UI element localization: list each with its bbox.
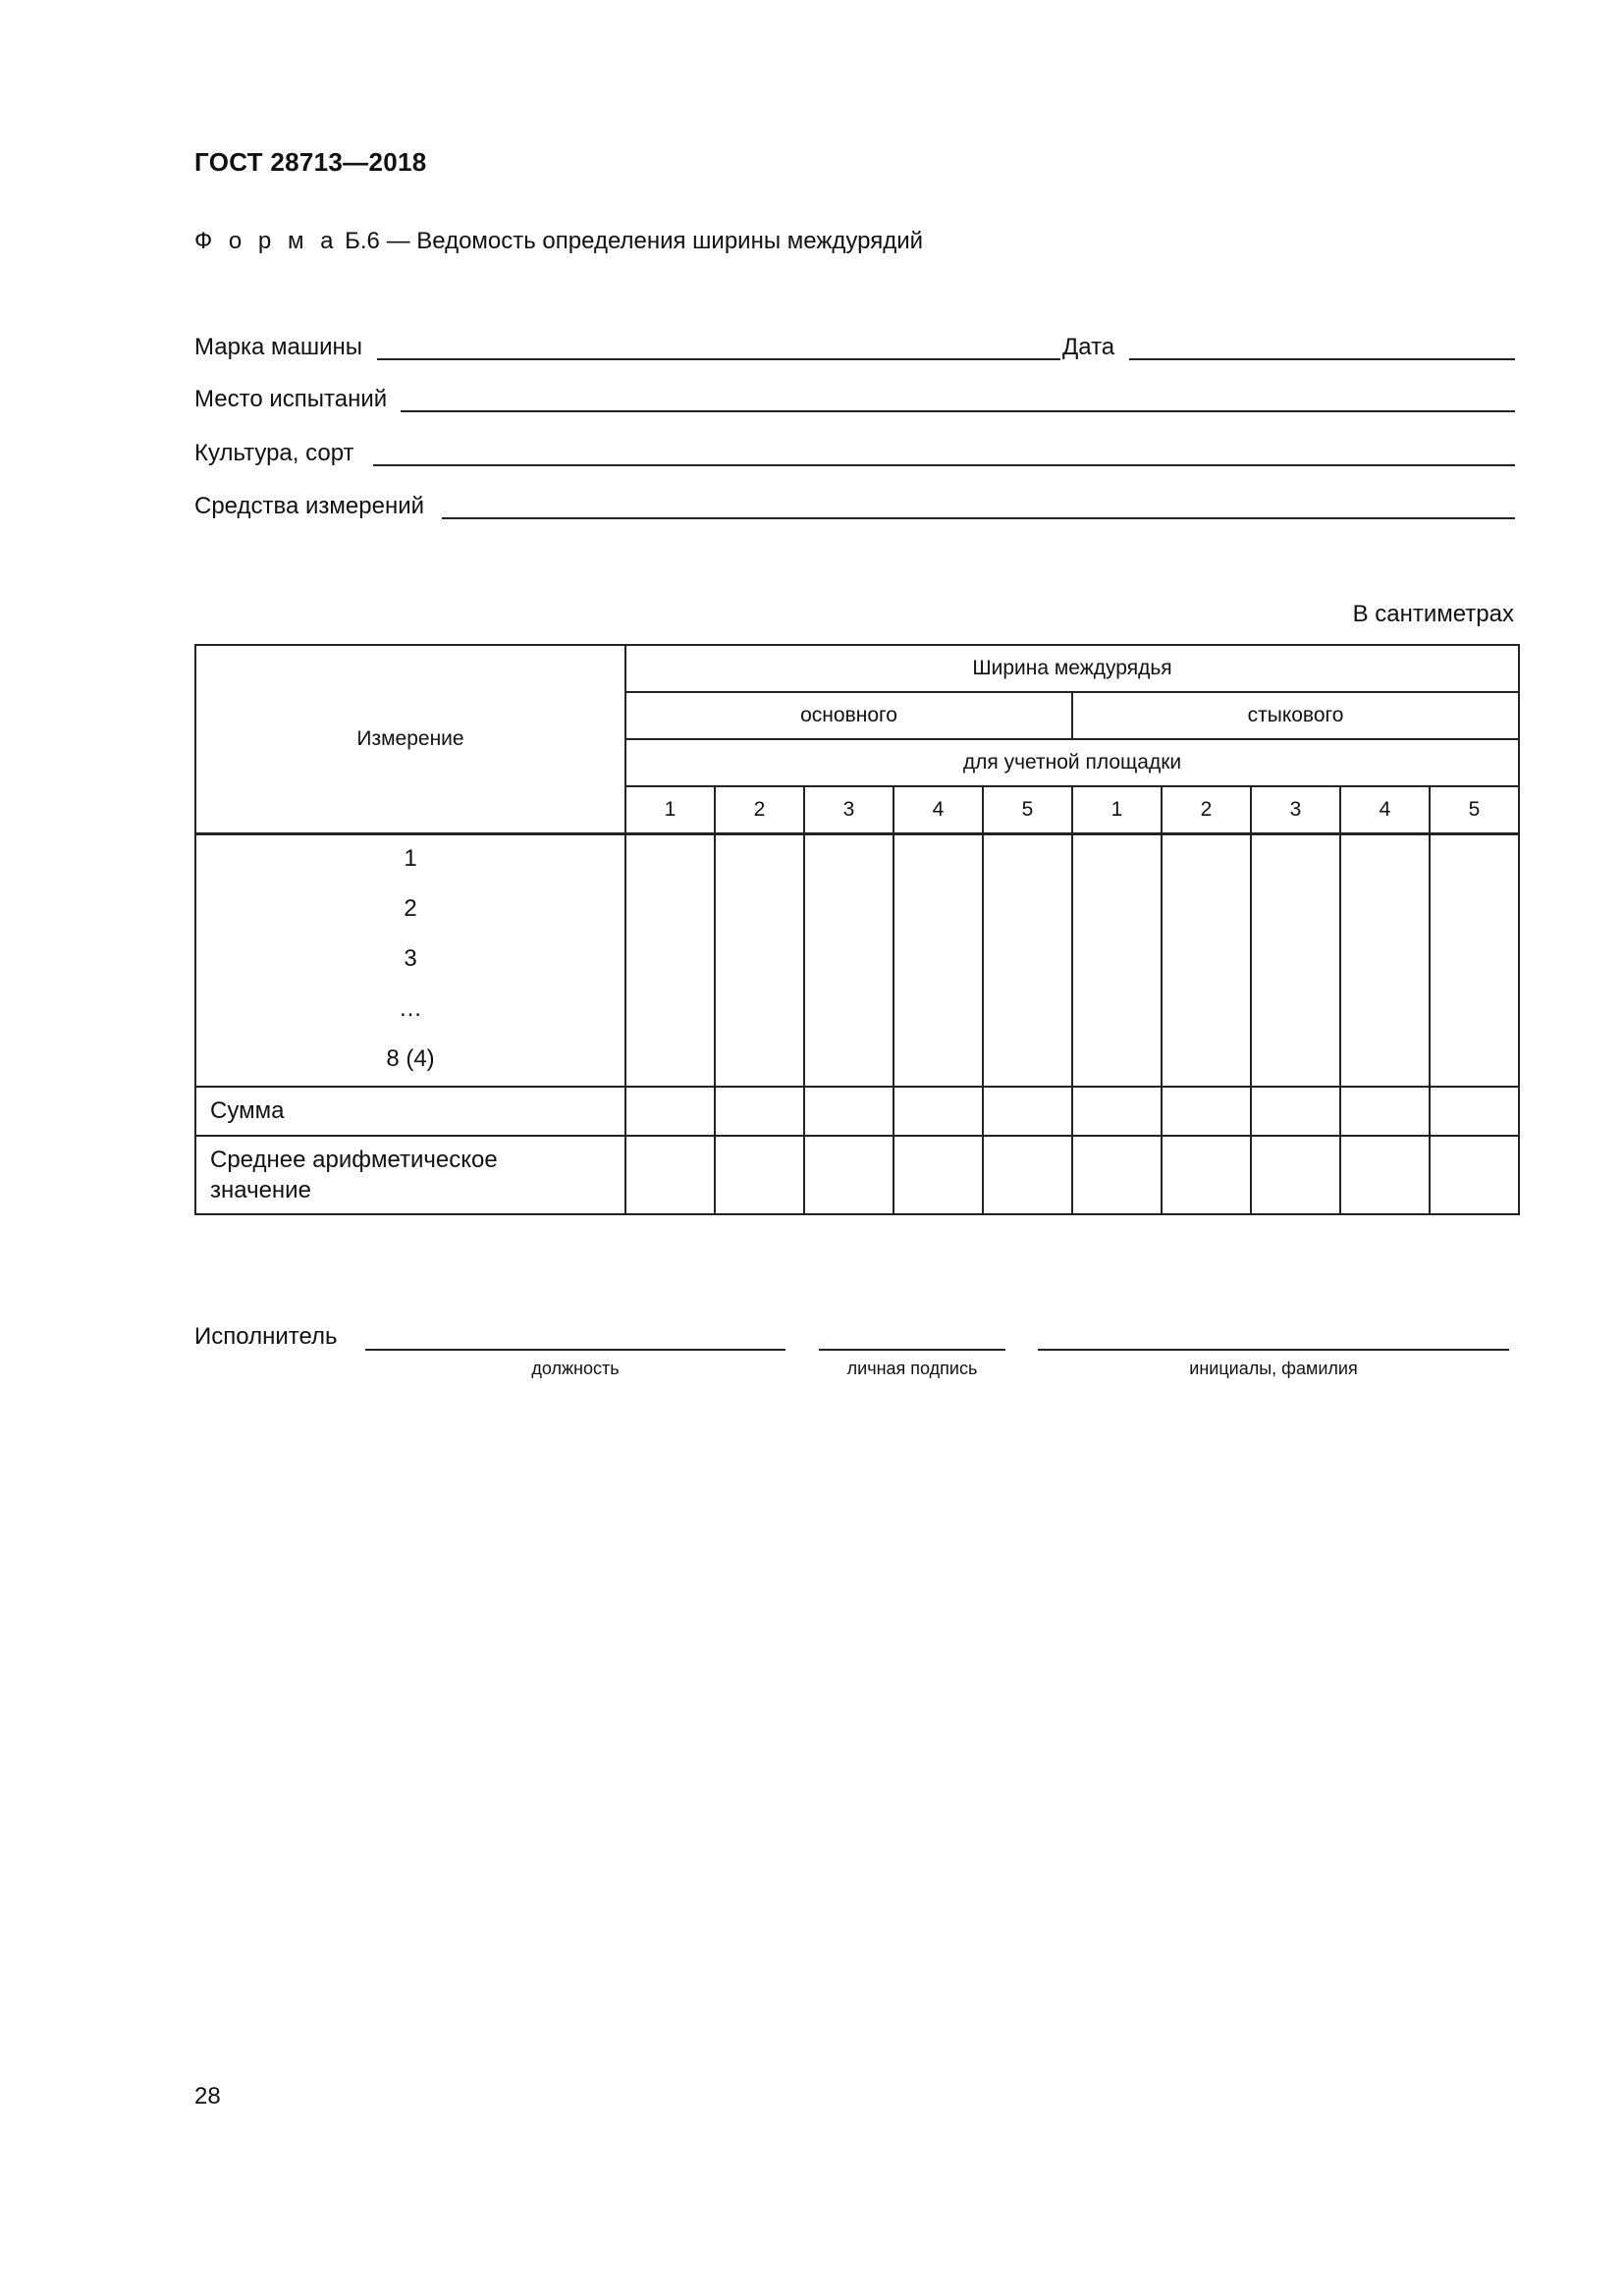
form-title [194, 228, 923, 255]
plot-number: 2 [1162, 786, 1251, 833]
mean-cell[interactable] [1340, 1136, 1430, 1214]
value-cell[interactable] [1072, 833, 1162, 1087]
mean-cell[interactable] [1162, 1136, 1251, 1214]
mean-cell[interactable] [1251, 1136, 1340, 1214]
measurement-number: … [399, 994, 422, 1022]
plot-number: 1 [625, 786, 715, 833]
measurement-list [195, 833, 625, 1087]
sum-cell[interactable] [893, 1087, 983, 1136]
value-cell[interactable] [1251, 833, 1340, 1087]
mean-cell[interactable] [1430, 1136, 1519, 1214]
mean-cell[interactable] [1072, 1136, 1162, 1214]
signature-caption: личная подпись [846, 1359, 978, 1378]
mean-label: Среднее арифметическое значение [195, 1136, 625, 1214]
place-field[interactable] [401, 410, 1515, 412]
sum-cell[interactable] [983, 1087, 1072, 1136]
plot-number: 3 [804, 786, 893, 833]
form-prefix: Ф о р м а [194, 228, 339, 254]
value-cell[interactable] [1430, 833, 1519, 1087]
document-code: ГОСТ 28713—2018 [194, 147, 427, 177]
signature-field[interactable] [819, 1349, 1005, 1351]
page-number: 28 [194, 2083, 221, 2109]
measurement-table [194, 644, 1520, 1215]
form-title-text: Б.6 — Ведомость определения ширины междурядий [345, 228, 924, 254]
sum-cell[interactable] [625, 1087, 715, 1136]
plot-number: 4 [893, 786, 983, 833]
machine-label: Марка машины [194, 334, 363, 360]
plot-number: 2 [715, 786, 804, 833]
mean-cell[interactable] [625, 1136, 715, 1214]
place-label: Место испытаний [194, 386, 388, 412]
measurement-number: 8 (4) [386, 1044, 435, 1072]
sum-cell[interactable] [804, 1087, 893, 1136]
value-cell[interactable] [804, 833, 893, 1087]
measurement-number: 3 [404, 944, 417, 972]
plot-number: 1 [1072, 786, 1162, 833]
culture-label: Культура, сорт [194, 440, 354, 466]
main-header: основного [625, 692, 1072, 739]
value-cell[interactable] [1340, 833, 1430, 1087]
sum-cell[interactable] [1162, 1087, 1251, 1136]
plot-number: 5 [1430, 786, 1519, 833]
sum-cell[interactable] [1340, 1087, 1430, 1136]
measurement-number: 2 [404, 894, 417, 922]
area-header: для учетной площадки [625, 739, 1519, 786]
value-cell[interactable] [893, 833, 983, 1087]
mean-cell[interactable] [715, 1136, 804, 1214]
date-label: Дата [1062, 334, 1115, 360]
culture-field[interactable] [373, 464, 1515, 466]
measurement-number: 1 [404, 844, 417, 872]
instruments-label: Средства измерений [194, 493, 425, 519]
value-cell[interactable] [625, 833, 715, 1087]
joint-header: стыкового [1072, 692, 1519, 739]
measurements-row [195, 833, 1519, 1087]
sum-cell[interactable] [1072, 1087, 1162, 1136]
plot-number: 3 [1251, 786, 1340, 833]
measurement-header: Измерение [195, 645, 625, 833]
mean-cell[interactable] [983, 1136, 1072, 1214]
plot-number: 5 [983, 786, 1072, 833]
mean-cell[interactable] [804, 1136, 893, 1214]
sum-cell[interactable] [715, 1087, 804, 1136]
units-note: В сантиметрах [1352, 601, 1514, 627]
value-cell[interactable] [1162, 833, 1251, 1087]
position-caption: должность [531, 1359, 620, 1378]
sum-label: Сумма [195, 1087, 625, 1136]
sum-cell[interactable] [1430, 1087, 1519, 1136]
width-header: Ширина междурядья [625, 645, 1519, 692]
sum-row [195, 1087, 1519, 1136]
instruments-field[interactable] [442, 517, 1515, 519]
name-field[interactable] [1038, 1349, 1509, 1351]
value-cell[interactable] [983, 833, 1072, 1087]
name-caption: инициалы, фамилия [1189, 1359, 1358, 1378]
sum-cell[interactable] [1251, 1087, 1340, 1136]
mean-row [195, 1136, 1519, 1214]
position-field[interactable] [365, 1349, 785, 1351]
plot-number: 4 [1340, 786, 1430, 833]
date-field[interactable] [1129, 358, 1515, 360]
executor-label: Исполнитель [194, 1323, 338, 1350]
machine-field[interactable] [377, 358, 1060, 360]
mean-cell[interactable] [893, 1136, 983, 1214]
value-cell[interactable] [715, 833, 804, 1087]
